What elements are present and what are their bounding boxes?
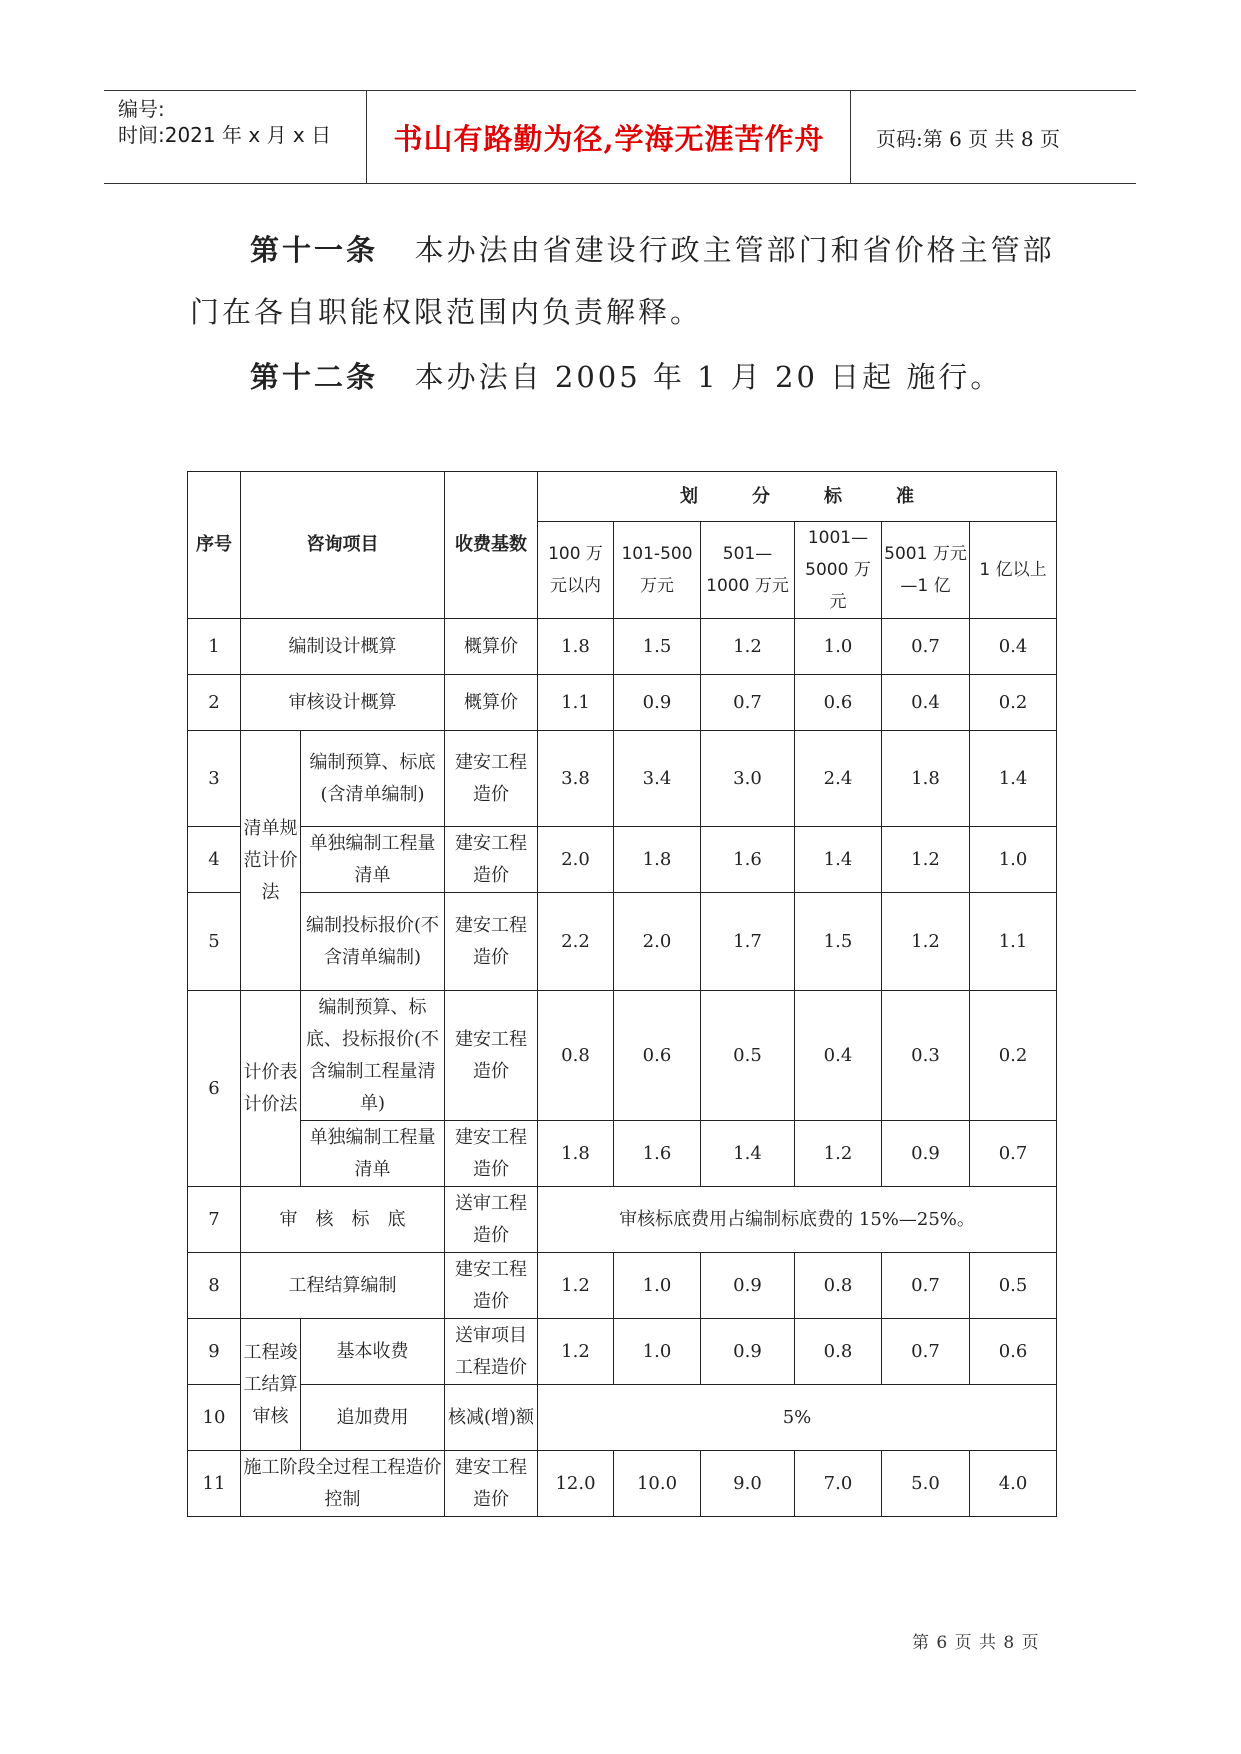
- row-value: 0.4: [970, 619, 1057, 675]
- header-base: 收费基数: [445, 472, 538, 619]
- row-index: 7: [188, 1187, 241, 1253]
- row-index: 10: [188, 1385, 241, 1451]
- row-item: 审核设计概算: [241, 675, 445, 731]
- row-base: 建安工程造价: [445, 827, 538, 893]
- row-value: 1.2: [882, 827, 970, 893]
- row-item: 编制预算、标底、投标报价(不含编制工程量清单): [301, 991, 445, 1121]
- range-2: 101-500 万元: [614, 522, 701, 619]
- row-index: 9: [188, 1319, 241, 1385]
- article-12-title: 第十二条: [250, 360, 379, 394]
- row-base: 核减(增)额: [445, 1385, 538, 1451]
- row-value: 0.8: [538, 991, 614, 1121]
- row-value: 0.7: [882, 1253, 970, 1319]
- motto: 书山有路勤为径,学海无涯苦作舟: [393, 121, 825, 156]
- row-value: 0.9: [701, 1319, 795, 1385]
- row-value: 0.7: [882, 619, 970, 675]
- table-row: [188, 1121, 1057, 1187]
- table-row: [188, 675, 1057, 731]
- row-value: 1.2: [701, 619, 795, 675]
- row-value: 1.0: [795, 619, 882, 675]
- table-row: [188, 1451, 1057, 1517]
- row-value: 2.4: [795, 731, 882, 827]
- row-value: 10.0: [614, 1451, 701, 1517]
- row-base: 送审工程造价: [445, 1187, 538, 1253]
- header-index: 序号: [188, 472, 241, 619]
- row-index: 2: [188, 675, 241, 731]
- row-value: 2.0: [614, 893, 701, 991]
- row-value: 1.1: [970, 893, 1057, 991]
- row-value: 3.8: [538, 731, 614, 827]
- row-value: 0.8: [795, 1253, 882, 1319]
- row-value: 1.5: [795, 893, 882, 991]
- row-value: 1.4: [795, 827, 882, 893]
- page-label: 页码:第 6 页 共 8 页: [876, 126, 1060, 151]
- table-row: [188, 731, 1057, 827]
- row-value: 1.6: [701, 827, 795, 893]
- row-index: 3: [188, 731, 241, 827]
- row-value: 7.0: [795, 1451, 882, 1517]
- row-index: 5: [188, 893, 241, 991]
- row-base: 建安工程造价: [445, 893, 538, 991]
- row-item: 编制设计概算: [241, 619, 445, 675]
- row-merged-value: 审核标底费用占编制标底费的 15%—25%。: [538, 1187, 1057, 1253]
- table-row: [188, 991, 1057, 1121]
- row-value: 0.6: [970, 1319, 1057, 1385]
- row-item: 编制投标报价(不含清单编制): [301, 893, 445, 991]
- row-item: 审 核 标 底: [241, 1187, 445, 1253]
- article-11-line2: 门在各自职能权限范围内负责解释。: [190, 295, 703, 329]
- row-value: 0.4: [795, 991, 882, 1121]
- row-item: 基本收费: [301, 1319, 445, 1385]
- row-value: 0.7: [701, 675, 795, 731]
- row-group: 清单规范计价法: [241, 731, 301, 991]
- row-merged-value: 5%: [538, 1385, 1057, 1451]
- row-base: 概算价: [445, 619, 538, 675]
- row-value: 0.9: [701, 1253, 795, 1319]
- row-value: 0.2: [970, 675, 1057, 731]
- article-11-text: 本办法由省建设行政主管部门和省价格主管部: [414, 233, 1055, 267]
- row-value: 0.5: [970, 1253, 1057, 1319]
- row-value: 1.0: [614, 1253, 701, 1319]
- time-label: 时间:2021 年 x 月 x 日: [118, 123, 332, 147]
- row-value: 1.8: [882, 731, 970, 827]
- row-index: 8: [188, 1253, 241, 1319]
- article-12-text: 本办法自 2005 年 1 月 20 日起 施行。: [414, 360, 1003, 394]
- row-value: 1.7: [701, 893, 795, 991]
- row-value: 2.2: [538, 893, 614, 991]
- row-value: 0.9: [882, 1121, 970, 1187]
- row-base: 送审项目工程造价: [445, 1319, 538, 1385]
- row-value: 4.0: [970, 1451, 1057, 1517]
- range-4: 1001—5000 万元: [795, 522, 882, 619]
- row-value: 1.4: [701, 1121, 795, 1187]
- row-value: 1.2: [538, 1253, 614, 1319]
- table-row: [188, 1187, 1057, 1253]
- row-item: 单独编制工程量清单: [301, 827, 445, 893]
- header-page-cell: [866, 91, 1136, 183]
- row-value: 0.6: [614, 991, 701, 1121]
- table-row: [188, 1253, 1057, 1319]
- table-row: [188, 1385, 1057, 1451]
- row-value: 12.0: [538, 1451, 614, 1517]
- row-value: 1.0: [614, 1319, 701, 1385]
- row-index: 11: [188, 1451, 241, 1517]
- range-6: 1 亿以上: [970, 522, 1057, 619]
- row-value: 0.7: [970, 1121, 1057, 1187]
- row-value: 0.9: [614, 675, 701, 731]
- row-value: 1.0: [970, 827, 1057, 893]
- row-value: 3.4: [614, 731, 701, 827]
- row-value: 1.8: [614, 827, 701, 893]
- page-header: [104, 90, 1136, 184]
- row-value: 1.8: [538, 619, 614, 675]
- row-base: 建安工程造价: [445, 731, 538, 827]
- row-value: 0.8: [795, 1319, 882, 1385]
- row-item: 单独编制工程量清单: [301, 1121, 445, 1187]
- header-motto-cell: [368, 91, 851, 183]
- row-base: 建安工程造价: [445, 1121, 538, 1187]
- table-row: [188, 827, 1057, 893]
- row-item: 编制预算、标底(含清单编制): [301, 731, 445, 827]
- row-base: 建安工程造价: [445, 1253, 538, 1319]
- row-value: 0.2: [970, 991, 1057, 1121]
- row-value: 0.3: [882, 991, 970, 1121]
- article-12: [250, 355, 1002, 396]
- page-footer: 第 6 页 共 8 页: [912, 1633, 1040, 1653]
- row-index: 4: [188, 827, 241, 893]
- range-1: 100 万元以内: [538, 522, 614, 619]
- header-meta: [104, 91, 367, 183]
- row-value: 1.5: [614, 619, 701, 675]
- range-3: 501—1000 万元: [701, 522, 795, 619]
- header-item: 咨询项目: [241, 472, 445, 619]
- row-base: 建安工程造价: [445, 1451, 538, 1517]
- number-label: 编号:: [118, 97, 165, 121]
- row-value: 0.7: [882, 1319, 970, 1385]
- row-value: 0.6: [795, 675, 882, 731]
- row-base: 概算价: [445, 675, 538, 731]
- table-row: [188, 1319, 1057, 1385]
- row-value: 1.8: [538, 1121, 614, 1187]
- fee-table: [187, 471, 1057, 1517]
- row-value: 1.2: [795, 1121, 882, 1187]
- row-item: 追加费用: [301, 1385, 445, 1451]
- row-value: 1.4: [970, 731, 1057, 827]
- table-row: [188, 893, 1057, 991]
- row-value: 1.2: [882, 893, 970, 991]
- row-item: 施工阶段全过程工程造价控制: [241, 1451, 445, 1517]
- row-value: 1.6: [614, 1121, 701, 1187]
- article-11-line1: [250, 228, 1055, 269]
- row-item: 工程结算编制: [241, 1253, 445, 1319]
- range-5: 5001 万元—1 亿: [882, 522, 970, 619]
- row-value: 2.0: [538, 827, 614, 893]
- table-row: [188, 619, 1057, 675]
- row-value: 1.2: [538, 1319, 614, 1385]
- row-value: 5.0: [882, 1451, 970, 1517]
- row-group: 计价表计价法: [241, 991, 301, 1187]
- row-value: 1.1: [538, 675, 614, 731]
- row-value: 0.5: [701, 991, 795, 1121]
- row-group: 工程竣工结算审核: [241, 1319, 301, 1451]
- header-standard: 划 分 标 准: [538, 472, 1057, 522]
- row-base: 建安工程造价: [445, 991, 538, 1121]
- row-value: 9.0: [701, 1451, 795, 1517]
- row-index: 1: [188, 619, 241, 675]
- row-value: 0.4: [882, 675, 970, 731]
- row-index: 6: [188, 991, 241, 1187]
- row-value: 3.0: [701, 731, 795, 827]
- article-11-title: 第十一条: [250, 233, 379, 267]
